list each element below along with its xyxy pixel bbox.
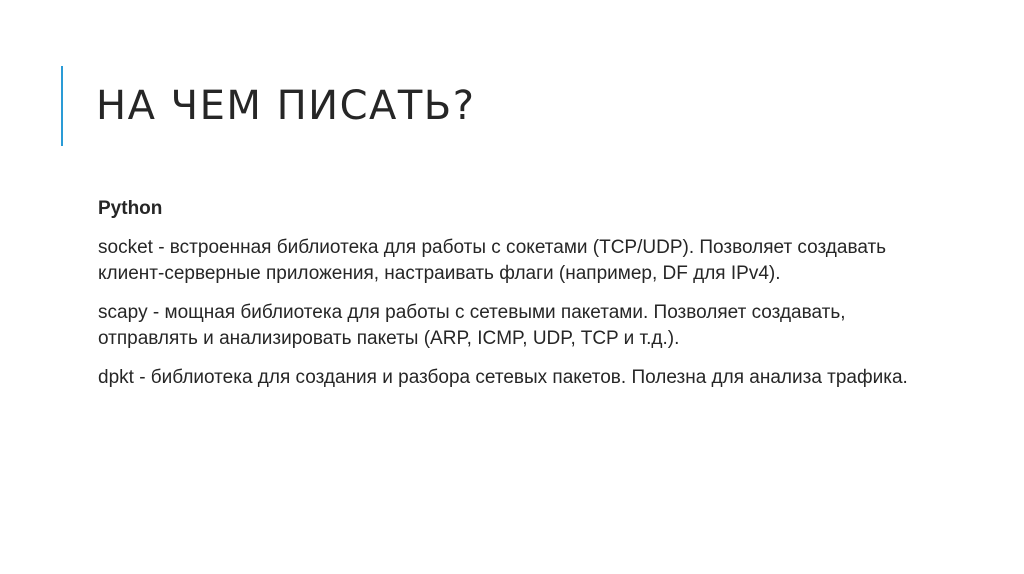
slide-content xyxy=(98,196,918,404)
paragraph-dpkt: dpkt - библиотека для создания и разбора сетевых пакетов. Полезна для анализа трафика. xyxy=(98,367,908,388)
paragraph-scapy: scapy - мощная библиотека для работы с сетевыми пакетами. Позволяет создавать, отправлять и анализировать пакеты (ARP, ICMP, UDP, TCP и т.д.). xyxy=(98,302,846,349)
title-accent-bar xyxy=(61,66,63,146)
section-heading: Python xyxy=(98,198,163,219)
slide-title: НА ЧЕМ ПИСАТЬ? xyxy=(96,83,476,129)
paragraph-socket: socket - встроенная библиотека для работы с сокетами (TCP/UDP). Позволяет создавать клиент-серверные приложения, настраивать флаги (например, DF для IPv4). xyxy=(98,237,887,284)
